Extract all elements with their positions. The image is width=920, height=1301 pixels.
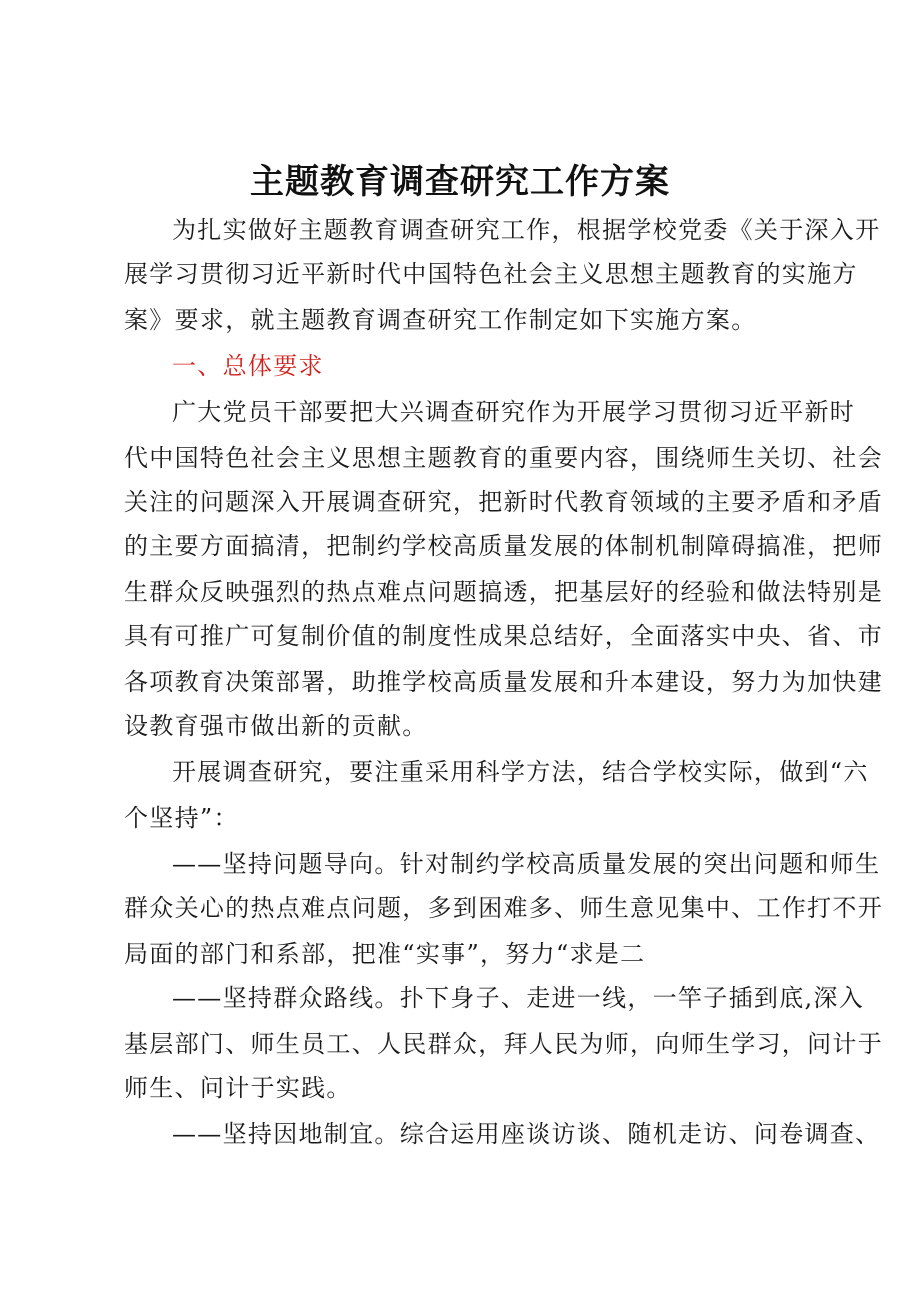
paragraph-line: 代中国特色社会主义思想主题教育的重要内容，围绕师生关切、社会	[124, 444, 883, 472]
paragraph-line: ——坚持问题导向。针对制约学校高质量发展的突出问题和师生	[172, 850, 881, 878]
paragraph-line: ——坚持群众路线。扑下身子、走进一线，一竿子插到底,深入	[172, 984, 865, 1012]
paragraph-line: ——坚持因地制宜。综合运用座谈访谈、随机走访、问卷调查、	[172, 1120, 881, 1148]
paragraph-line: 案》要求，就主题教育调查研究工作制定如下实施方案。	[124, 306, 757, 334]
section-heading: 一、总体要求	[172, 352, 324, 380]
paragraph-line: 师生、问计于实践。	[124, 1074, 352, 1102]
paragraph-line: 具有可推广可复制价值的制度性成果总结好，全面落实中央、省、市	[124, 622, 883, 650]
paragraph-line: 为扎实做好主题教育调查研究工作，根据学校党委《关于深入开	[172, 216, 881, 244]
paragraph-line: 局面的部门和系部，把准“实事”，努力“求是二	[124, 940, 646, 968]
paragraph-line: 生群众反映强烈的热点难点问题搞透，把基层好的经验和做法特别是	[124, 578, 883, 606]
paragraph-line: 的主要方面搞清，把制约学校高质量发展的体制机制障碍搞准，把师	[124, 532, 883, 560]
paragraph-line: 基层部门、师生员工、人民群众，拜人民为师，向师生学习，问计于	[124, 1030, 883, 1058]
paragraph-line: 关注的问题深入开展调查研究，把新时代教育领域的主要矛盾和矛盾	[124, 488, 883, 516]
paragraph-line: 群众关心的热点难点问题，多到困难多、师生意见集中、工作打不开	[124, 894, 883, 922]
paragraph-line: 广大党员干部要把大兴调查研究作为开展学习贯彻习近平新时	[172, 398, 856, 426]
paragraph-line: 设教育强市做出新的贡献。	[124, 712, 428, 740]
paragraph-line: 个坚持”：	[124, 804, 239, 832]
paragraph-line: 展学习贯彻习近平新时代中国特色社会主义思想主题教育的实施方	[124, 260, 858, 288]
paragraph-line: 各项教育决策部署，助推学校高质量发展和升本建设，努力为加快建	[124, 668, 883, 696]
paragraph-line: 开展调查研究，要注重采用科学方法，结合学校实际，做到“六	[172, 758, 869, 786]
document-title: 主题教育调查研究工作方案	[250, 162, 670, 202]
